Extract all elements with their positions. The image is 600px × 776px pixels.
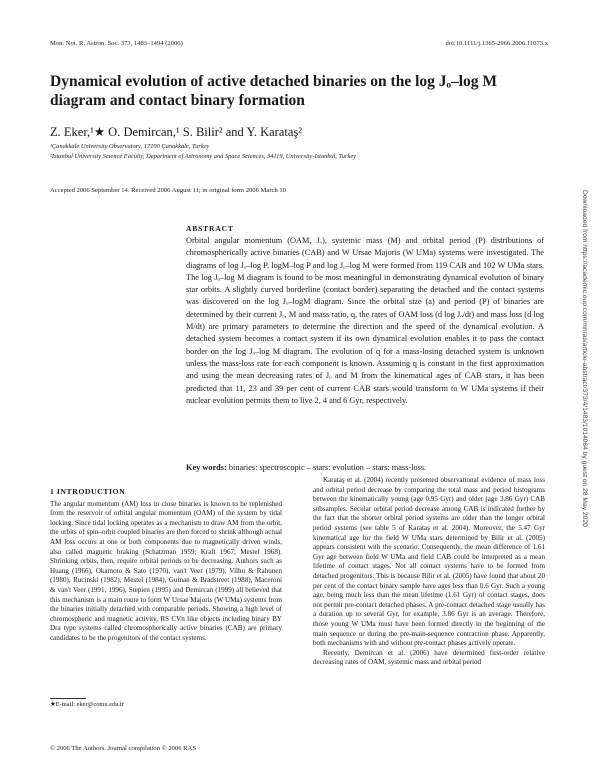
journal-citation: Mon. Not. R. Astron. Soc. 373, 1483–1494 (2006)	[50, 40, 183, 47]
right-paragraph-2: Recently, Demircan et al. (2006) have determined first-order relative decreasing rates of OAM, systemic mass and orbital period	[313, 648, 545, 667]
abstract-text: Orbital angular momentum (OAM, Jₒ), systemic mass (M) and orbital period (P) distributions of chromospherically active binaries (CAB) and W Ursae Majoris (W UMa) systems were investigated. The diagrams of log Jₒ–log P, logM–log P and log Jₒ–log M were formed from 119 CAB and 102 W UMa stars. The log Jₒ–log M diagram is found to be most meaningful in demonstrating dynamical evolution of binary star orbits. A slightly curved borderline (contact border) separating the detached and the contact systems was discovered on the log Jₒ–logM diagram. Since the orbital size (a) and period (P) of binaries are determined by their current Jₒ, M and mass ratio, q, the rates of OAM loss (d log Jₒ/dt) and mass loss (d log M/dt) are primary parameters to determine the direction and the speed of the dynamical evolution. A detached system becomes a contact system if its own dynamical evolution enables it to pass the contact border on the log Jₒ–log M diagram. The evolution of q for a mass-losing detached system is unknown unless the mass-loss rate for each component is known. Assuming q is constant in the first approximation and using the mean decreasing rates of Jₒ and M from the kinematical ages of CAB stars, it has been predicted that 11, 23 and 39 per cent of current CAB stars would transform to W UMa systems if their nuclear evolution permits them to live 2, 4 and 6 Gyr, respectively.	[186, 236, 544, 405]
doi[interactable]: doi:10.1111/j.1365-2966.2006.11073.x	[445, 40, 548, 47]
footnote-rule	[50, 698, 86, 699]
section-heading-introduction: 1 INTRODUCTION	[50, 487, 126, 496]
abstract	[186, 224, 544, 407]
accepted-dates: Accepted 2006 September 14. Received 2006 August 11; in original form 2006 March 10	[50, 187, 286, 194]
right-paragraph-1: Karataş et al. (2004) recently presented observational evidence of mass loss and orbital period decrease by comparing the total mass and period histograms between the kinematically young (age 0.95 Gyr) and older (age 3.86 Gyr) CAB subsamples. Secular orbital period decrease among CAB is indicated further by the fact that the shorter orbital period systems are older than the longer orbital period systems (see table 5 of Karataş et al. 2004). Moreover, the 5.47 Gyr kinematical age for the field W UMa stars determined by Bilir et al. (2005) appears consistent with the scenario. Consequently, the mean difference of 1.61 Gyr age between field W UMa and field CAB could be interpreted as a mean lifetime of contact stages. Not all contact systems have to be formed from detached progenitors. This is because Bilir et al. (2005) have found that about 20 per cent of the contact binary sample have ages less than 0.6 Gyr. Such a young age, being much less than the mean lifetime (1.61 Gyr) of contact stages, does not permit pre-contact detached phases. A pre-contact detached stage usually has a duration up to several Gyr, for example, 3.86 Gyr is an average. Therefore, those young W UMa must have been formed directly in the beginning of the main sequence or during the pre-main-sequence contraction phase. Apparently, both mechanisms with and without pre-contact phases actively operate.	[313, 476, 545, 648]
affiliation-2: ²Istanbul University Science Faculty, Department of Astronomy and Space Sciences, 34119, University-Istanbul, Turkey	[50, 153, 356, 160]
copyright: © 2006 The Authors. Journal compilation © 2006 RAS	[50, 745, 196, 752]
author-list: Z. Eker,¹★ O. Demircan,¹ S. Bilir² and Y. Karataş²	[50, 125, 303, 139]
intro-paragraph: The angular momentum (AM) loss in close binaries is known to be replenished from the reservoir of orbital angular momentum (OAM) of the system by tidal locking. Since tidal locking operates as a mechanism to draw AM from the orbit, the orbits of spin–orbit coupled binaries are then forced to shrink although actual AM loss occurs at one or both components due to magnetically driven winds, also called magnetic braking (Schatzman 1959; Kraft 1967; Mestel 1968). Shrinking orbits, then, require orbital periods to be decreasing. Authors such as Huang (1966), Okamoto & Sato (1970), van't Veer (1979), Vilhu & Rahunen (1980), Rucinski (1982), Mestel (1984), Guinan & Bradstreet (1988), Maceroni & van't Veer (1991, 1996), Stepien (1995) and Demircan (1999) all believed that this mechanism is a main route to form W Ursae Majoris (W UMa) systems from the binaries initially detached with comparable periods. Showing a high level of chromospheric and magnetic activity, RS CVn like objects including binary BY Dra type systems called chromospherically active binaries (CAB) are primary candidates to be the progenitors of the contact systems.	[50, 499, 282, 642]
affiliation-1: ¹Çanakkale University Observatory, 17100 Çanakkale, Turkey	[50, 143, 210, 150]
paper-title: Dynamical evolution of active detached binaries on the log Jₒ–log M diagram and contact binary formation	[50, 73, 498, 109]
keywords-label: Key words:	[186, 463, 227, 472]
keywords	[186, 463, 544, 472]
download-watermark-text: Downloaded from https://academic.oup.com/mnras/article-abstract/373/4/1483/1014064 by guest on 28 May 2020	[581, 190, 588, 527]
keywords-text: binaries: spectroscopic – stars: evolution – stars: mass-loss.	[228, 463, 427, 472]
right-column	[313, 476, 545, 668]
abstract-heading: ABSTRACT	[186, 224, 234, 233]
footnote-email: ★E-mail: eker@comu.edu.tr	[50, 701, 124, 708]
left-column	[50, 487, 282, 644]
download-watermark	[578, 190, 590, 735]
